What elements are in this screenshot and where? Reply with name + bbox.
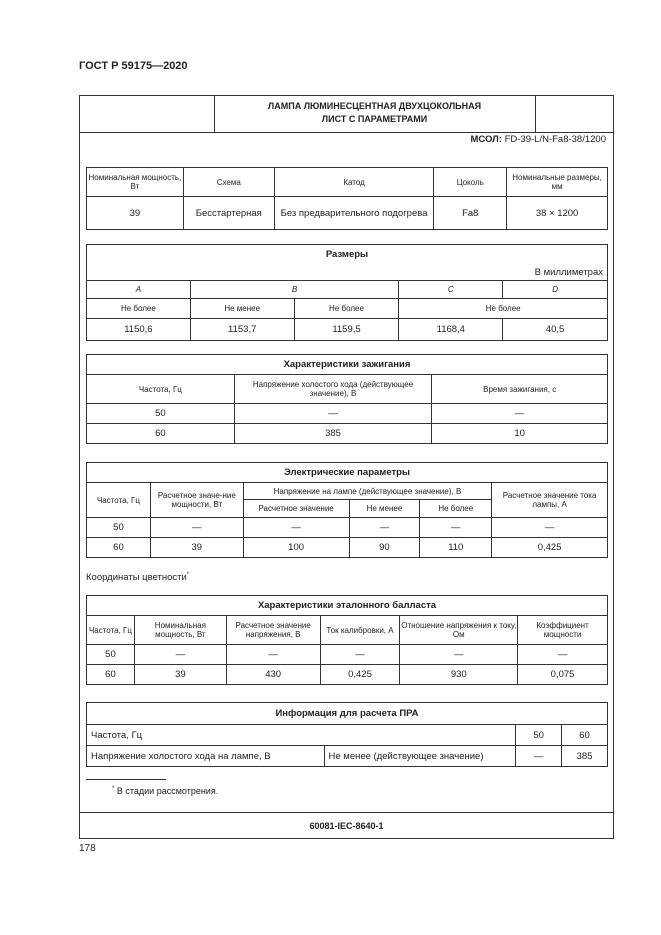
- table-cell: 930: [400, 665, 518, 685]
- table-cell: 100: [243, 538, 349, 558]
- dim-letter-a: A: [87, 281, 191, 299]
- header-lamp-voltage: Напряжение на лампе (действующее значение), В: [243, 483, 491, 500]
- dim-value: 1159,5: [294, 319, 399, 341]
- value-base: Fa8: [434, 197, 507, 230]
- table-cell: —: [320, 645, 400, 665]
- dim-letter-d: D: [503, 281, 608, 299]
- dimensions-table: [86, 244, 608, 341]
- dim-limit: Не более: [294, 299, 399, 319]
- subheader-rated: Расчетное значение: [243, 500, 349, 518]
- header-frequency: Частота, Гц: [87, 616, 135, 645]
- table-cell: 10: [432, 424, 608, 444]
- table-cell: 60: [87, 538, 151, 558]
- table-cell: —: [150, 518, 243, 538]
- subheader-max: Не более: [420, 500, 492, 518]
- header-lamp-current: Расчетное значение тока лампы, А: [492, 483, 608, 518]
- header-power-factor: Коэффициент мощности: [518, 616, 608, 645]
- header-scheme: Схема: [183, 168, 274, 197]
- subheader-min: Не менее: [349, 500, 420, 518]
- pra-voltage-note: Не менее (действующее значение): [324, 746, 516, 767]
- dim-limit: Не менее: [190, 299, 294, 319]
- header-base: Цоколь: [434, 168, 507, 197]
- table-cell: 0,425: [492, 538, 608, 558]
- value-sizes: 38 × 1200: [507, 197, 608, 230]
- header-calibration-current: Ток калибровки, А: [320, 616, 400, 645]
- table-cell: 60: [562, 725, 608, 746]
- table-cell: —: [349, 518, 420, 538]
- table-cell: 50: [87, 404, 235, 424]
- header-frequency: Частота, Гц: [87, 375, 235, 404]
- table-cell: —: [134, 645, 226, 665]
- header-power: Номинальная мощность, Вт: [87, 168, 184, 197]
- sheet-title: ЛАМПА ЛЮМИНЕСЦЕНТНАЯ ДВУХЦОКОЛЬНАЯ ЛИСТ С ПАРАМЕТРАМИ: [267, 101, 482, 124]
- table-cell: —: [492, 518, 608, 538]
- table-cell: —: [234, 404, 432, 424]
- table-cell: 50: [516, 725, 562, 746]
- dim-letter-b: B: [190, 281, 399, 299]
- table-cell: 0,075: [518, 665, 608, 685]
- header-power: Расчетное значе-ние мощности, Вт: [150, 483, 243, 518]
- standard-number: ГОСТ Р 59175—2020: [79, 60, 188, 72]
- page-number: 178: [79, 843, 96, 854]
- table-cell: 110: [420, 538, 492, 558]
- value-scheme: Бесстартерная: [183, 197, 274, 230]
- dim-letter-c: C: [399, 281, 503, 299]
- header-cathode: Катод: [274, 168, 434, 197]
- header-power: Номинальная мощность, Вт: [134, 616, 226, 645]
- header-rated-voltage: Расчетное значение напряжения, В: [226, 616, 320, 645]
- electric-table: [86, 462, 608, 558]
- footnote: * В стадии рассмотрения.: [112, 786, 219, 796]
- dim-limit: Не более: [87, 299, 191, 319]
- table-cell: —: [518, 645, 608, 665]
- dim-value: 1153,7: [190, 319, 294, 341]
- dim-value: 1150,6: [87, 319, 191, 341]
- table-cell: —: [226, 645, 320, 665]
- ignition-table: [86, 354, 608, 444]
- pra-voltage-label: Напряжение холостого хода на лампе, В: [87, 746, 325, 767]
- header-frequency: Частота, Гц: [87, 483, 151, 518]
- electric-title: Электрические параметры: [87, 463, 608, 483]
- value-power: 39: [87, 197, 184, 230]
- table-cell: 39: [150, 538, 243, 558]
- sheet-footer-code: 60081-IEC-8640-1: [80, 812, 613, 840]
- table-cell: 385: [234, 424, 432, 444]
- pra-frequency-label: Частота, Гц: [87, 725, 516, 746]
- main-params-table: [86, 167, 608, 230]
- dim-limit: Не более: [399, 299, 608, 319]
- table-cell: —: [420, 518, 492, 538]
- ballast-title: Характеристики эталонного балласта: [87, 596, 608, 616]
- value-cathode: Без предварительного подогрева: [274, 197, 434, 230]
- table-cell: 60: [87, 665, 135, 685]
- dim-value: 1168,4: [399, 319, 503, 341]
- header-ignition-time: Время зажигания, с: [432, 375, 608, 404]
- pra-table: [86, 702, 608, 767]
- pra-title: Информация для расчета ПРА: [87, 703, 608, 725]
- ignition-title: Характеристики зажигания: [87, 355, 608, 375]
- sheet-header: [80, 96, 613, 133]
- table-cell: 39: [134, 665, 226, 685]
- ballast-table: [86, 595, 608, 685]
- dimensions-title: Размеры: [87, 245, 608, 265]
- table-cell: —: [516, 746, 562, 767]
- table-cell: —: [243, 518, 349, 538]
- table-cell: —: [432, 404, 608, 424]
- footnote-rule: [86, 779, 166, 780]
- table-cell: 385: [562, 746, 608, 767]
- table-cell: 50: [87, 645, 135, 665]
- table-cell: 60: [87, 424, 235, 444]
- dim-value: 40,5: [503, 319, 608, 341]
- table-cell: 0,425: [320, 665, 400, 685]
- dimensions-unit: В миллиметрах: [87, 265, 608, 281]
- table-cell: 430: [226, 665, 320, 685]
- table-cell: 90: [349, 538, 420, 558]
- header-impedance: Отношение напряжения к току, Ом: [400, 616, 518, 645]
- header-sizes: Номинальные размеры, мм: [507, 168, 608, 197]
- chromaticity-label: Координаты цветности*: [86, 572, 190, 584]
- table-cell: 50: [87, 518, 151, 538]
- mcol-code: МСОЛ: FD-39-L/N-Fa8-38/1200: [470, 134, 606, 145]
- parameter-sheet: [79, 95, 614, 839]
- header-open-voltage: Напряжение холостого хода (действующее значение), В: [234, 375, 432, 404]
- table-cell: —: [400, 645, 518, 665]
